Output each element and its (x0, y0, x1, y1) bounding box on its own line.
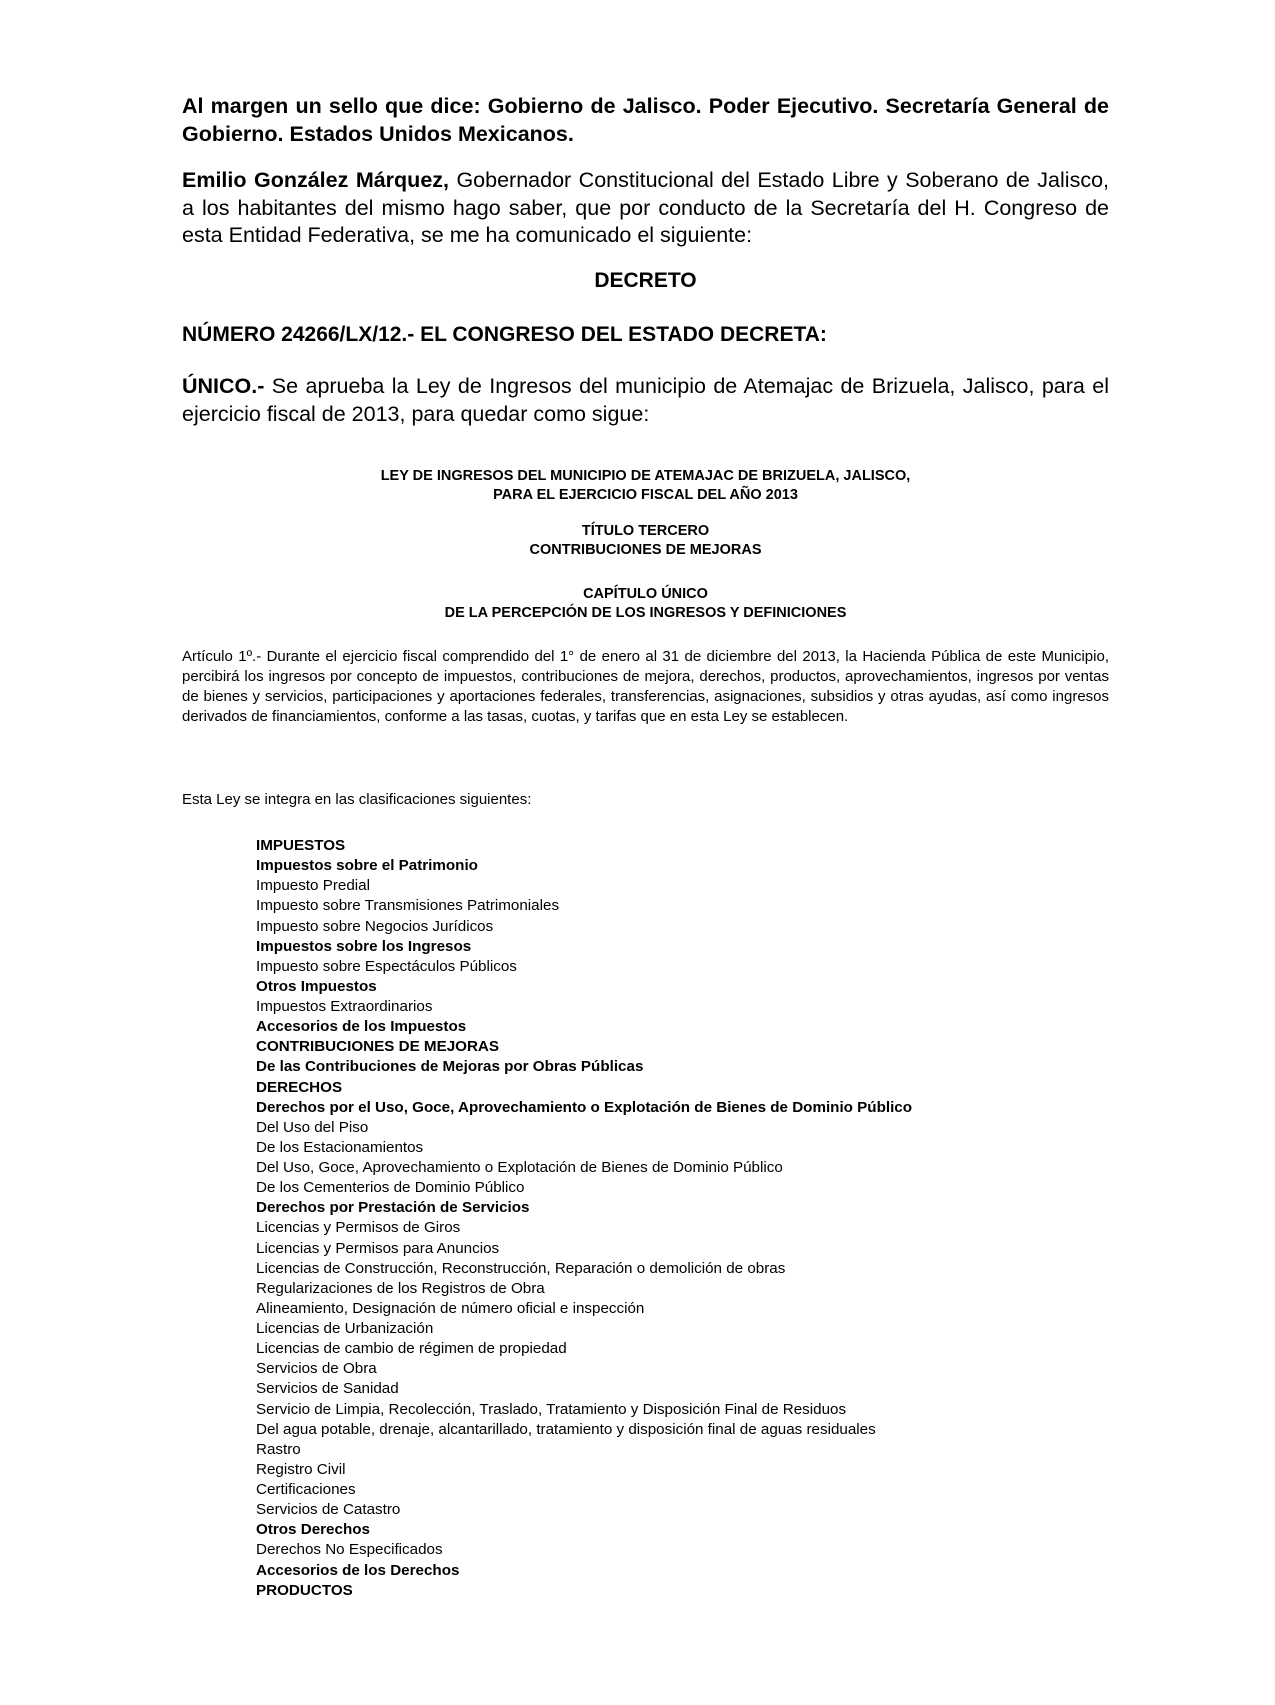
law-title (182, 467, 1109, 505)
classification-item: Accesorios de los Derechos (256, 1561, 460, 1579)
decree-heading: DECRETO (594, 269, 697, 292)
law-title-line-2: PARA EL EJERCICIO FISCAL DEL AÑO 2013 (493, 487, 798, 503)
title-section-line-2: CONTRIBUCIONES DE MEJORAS (529, 542, 762, 558)
classification-item: Servicios de Catastro (256, 1501, 401, 1519)
classification-item: Servicios de Obra (256, 1360, 377, 1378)
chapter-heading (182, 585, 1109, 623)
classification-item: Otros Derechos (256, 1521, 370, 1539)
classification-item: Impuestos Extraordinarios (256, 998, 433, 1015)
unico-label: ÚNICO.- (182, 374, 265, 398)
classification-item: Licencias y Permisos para Anuncios (256, 1239, 500, 1257)
seal-note: Al margen un sello que dice: Gobierno de Jalisco. Poder Ejecutivo. Secretaría General de Gobierno. Estados Unidos Mexicanos. (182, 94, 1109, 146)
classification-item: Licencias de Urbanización (256, 1320, 434, 1337)
classification-item: Accesorios de los Impuestos (256, 1018, 467, 1036)
classification-item: Del Uso del Piso (256, 1118, 369, 1136)
classification-item: De los Estacionamientos (256, 1138, 424, 1156)
classification-item: De las Contribuciones de Mejoras por Obras Públicas (256, 1058, 644, 1076)
classification-item: Impuestos sobre el Patrimonio (256, 857, 478, 875)
classification-item: DERECHOS (256, 1078, 343, 1096)
classification-item: Impuesto sobre Transmisiones Patrimoniales (256, 897, 560, 915)
classifications-list (256, 836, 912, 1601)
classification-item: IMPUESTOS (256, 837, 346, 854)
classification-item: Impuesto Predial (256, 877, 370, 895)
article-1: Artículo 1º.- Durante el ejercicio fiscal comprendido del 1° de enero al 31 de diciembre del 2013, la Hacienda Pública de este Municipio, percibirá los ingresos por concepto de impuestos, contribuciones de mejora, derechos, productos, aprovechamientos, ingresos por ventas de bienes y servicios, participaciones y aportaciones federales, transferencias, asignaciones, subsidios y otras ayudas, así como ingresos derivados de financiamientos, conforme a las tasas, cuotas, y tarifas que en esta Ley se establecen. (182, 648, 1109, 725)
decree-number: NÚMERO 24266/LX/12.- EL CONGRESO DEL ESTADO DECRETA: (182, 323, 827, 346)
classification-item: Del agua potable, drenaje, alcantarillado, tratamiento y disposición final de aguas residuales (256, 1420, 876, 1438)
classification-item: Servicios de Sanidad (256, 1380, 399, 1398)
unico-text: Se aprueba la Ley de Ingresos del municipio de Atemajac de Brizuela, Jalisco, para el ejercicio fiscal de 2013, para quedar como sigue: (182, 374, 1109, 426)
law-title-line-1: LEY DE INGRESOS DEL MUNICIPIO DE ATEMAJAC DE BRIZUELA, JALISCO, (380, 468, 911, 484)
classification-item: Impuesto sobre Negocios Jurídicos (256, 917, 494, 935)
unico-paragraph (182, 373, 1109, 428)
classification-item: Registro Civil (256, 1460, 346, 1478)
classifications-intro: Esta Ley se integra en las clasificaciones siguientes: (182, 791, 532, 808)
classification-item: Certificaciones (256, 1481, 356, 1498)
classification-item: Del Uso, Goce, Aprovechamiento o Explotación de Bienes de Dominio Público (256, 1159, 783, 1176)
classification-item: De los Cementerios de Dominio Público (256, 1179, 525, 1197)
classification-item: Servicio de Limpia, Recolección, Traslado, Tratamiento y Disposición Final de Residuos (256, 1400, 847, 1418)
title-section (182, 522, 1109, 560)
classification-item: Impuesto sobre Espectáculos Públicos (256, 957, 517, 975)
title-section-line-1: TÍTULO TERCERO (581, 523, 710, 539)
classification-item: Regularizaciones de los Registros de Obra (256, 1279, 545, 1297)
classification-item: Derechos por el Uso, Goce, Aprovechamiento o Explotación de Bienes de Dominio Público (256, 1098, 913, 1116)
classification-item: Licencias de Construcción, Reconstrucción, Reparación o demolición de obras (256, 1259, 786, 1277)
classification-item: Derechos No Especificados (256, 1541, 443, 1559)
governor-name: Emilio González Márquez, (182, 168, 449, 192)
classification-item: Rastro (256, 1440, 301, 1458)
classification-item: Impuestos sobre los Ingresos (256, 937, 472, 955)
classification-item: Otros Impuestos (256, 977, 377, 995)
classification-item: Licencias y Permisos de Giros (256, 1219, 461, 1237)
classification-item: PRODUCTOS (256, 1581, 353, 1599)
proclamation-paragraph (182, 167, 1109, 250)
classification-item: Licencias de cambio de régimen de propiedad (256, 1340, 567, 1358)
classification-item: Alineamiento, Designación de número oficial e inspección (256, 1299, 645, 1317)
classification-item: Derechos por Prestación de Servicios (256, 1199, 530, 1217)
classification-item: CONTRIBUCIONES DE MEJORAS (256, 1038, 500, 1056)
proclamation-text: Gobernador Constitucional del Estado Libre y Soberano de Jalisco, a los habitantes del mismo hago saber, que por conducto de la Secretaría del H. Congreso de esta Entidad Federativa, se me ha comunicado el siguiente: (182, 168, 1109, 247)
chapter-line-1: CAPÍTULO ÚNICO (583, 586, 708, 602)
chapter-line-2: DE LA PERCEPCIÓN DE LOS INGRESOS Y DEFINICIONES (444, 605, 847, 621)
